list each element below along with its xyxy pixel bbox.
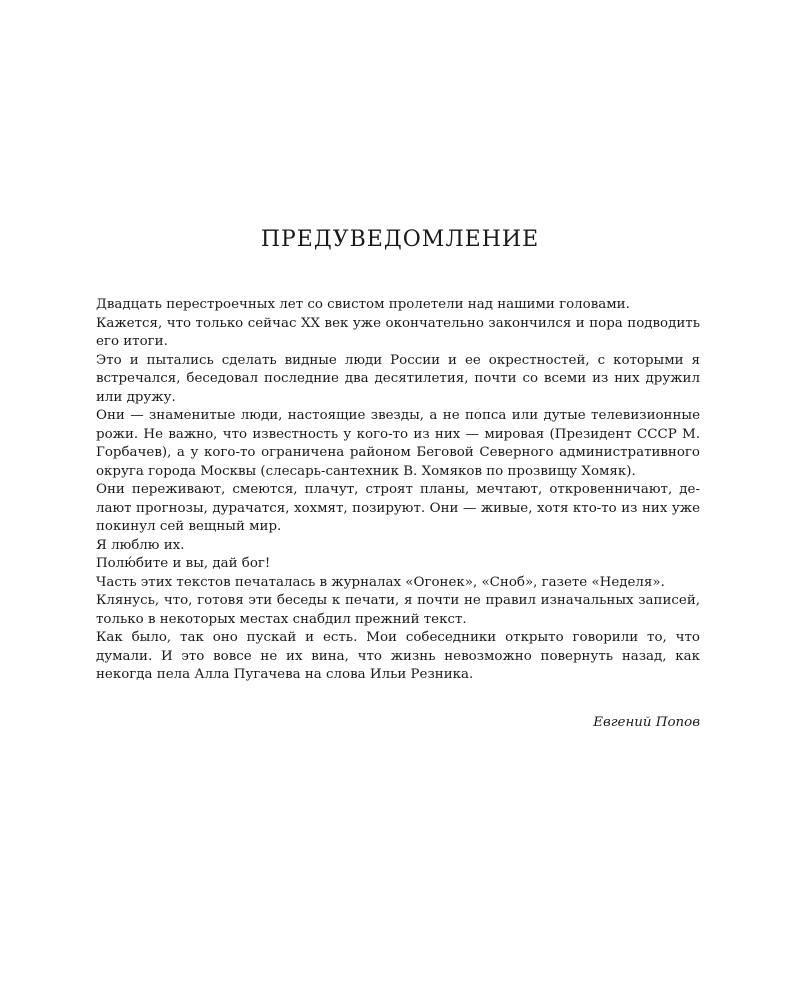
paragraph: Полю́бите и вы, дай бог! bbox=[96, 556, 271, 571]
paragraph: Они — знаменитые люди, настоящие звезды, а не попса или дутые телевизионные рожи. Не важно, что известность у кого-то из них — мировая (Президент СССР М. Горбачев), а у кого-то ограничена районом Беговой Северного административного округа города Москвы (слесарь-сантехник В. Хомяков по прозвищу Хомяк). bbox=[96, 408, 700, 479]
page-title: ПРЕДУВЕДОМЛЕНИЕ bbox=[260, 227, 540, 252]
paragraph: Часть этих текстов печаталась в журналах «Огонек», «Сноб», газете «Неделя». bbox=[96, 574, 665, 590]
paragraph: Двадцать перестроечных лет со свистом пролетели над нашими головами. bbox=[96, 297, 630, 312]
paragraph: Кажется, что только сейчас XX век уже окончательно закончился и пора подводить его итоги. bbox=[96, 315, 700, 349]
author-signature: Евгений Попов bbox=[593, 715, 700, 730]
paragraph: Клянусь, что, готовя эти беседы к печати, я почти не правил изначальных записей, только в некоторых местах снабдил прежний текст. bbox=[96, 593, 700, 627]
paragraph: Это и пытались сделать видные люди России и ее окрестностей, с которыми я встречался, беседовал последние два десятилетия, почти со всеми из них дружил или дружу. bbox=[96, 352, 700, 405]
body-text bbox=[96, 296, 700, 685]
paragraph: Они переживают, смеются, плачут, строят планы, мечтают, откровенничают, делают прогнозы, дурачатся, хохмят, позируют. Они — живые, хотя кто-то из них уже покинул сей вещный мир. bbox=[96, 482, 700, 534]
paragraph: Как было, так оно пускай и есть. Мои собеседники открыто говорили то, что думали. И это вовсе не их вина, что жизнь невозможно повернуть назад, как некогда пела Алла Пугачева на слова Ильи Резника. bbox=[96, 630, 700, 682]
paragraph: Я люблю их. bbox=[96, 537, 185, 553]
